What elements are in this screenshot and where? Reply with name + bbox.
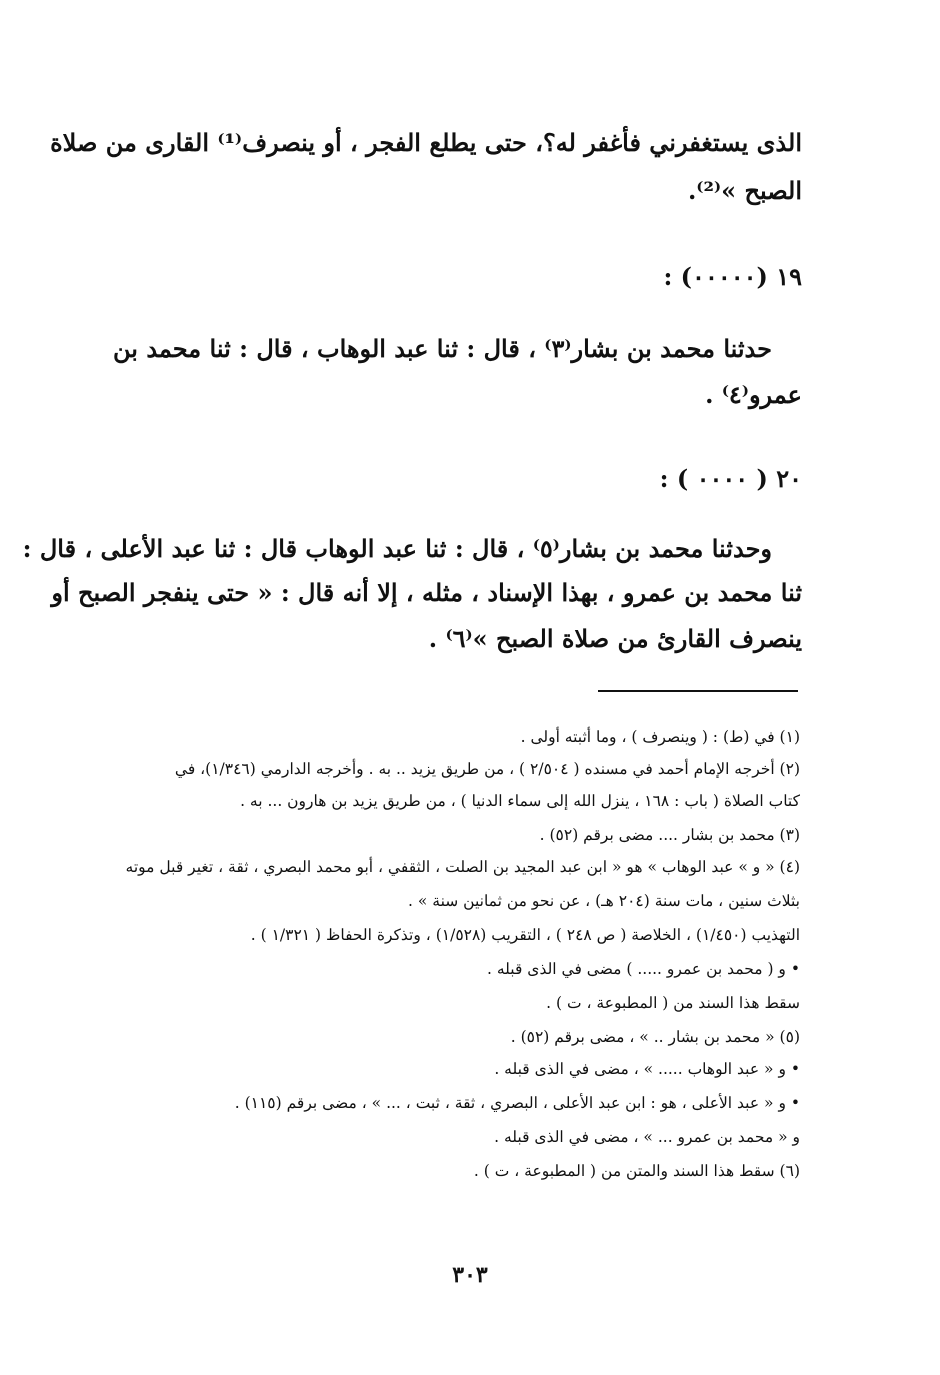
text-line-6: ثنا محمد بن عمرو ، بهذا الإسناد ، مثله ، إلا أنه قال : « حتى ينفجر الصبح أو [51, 578, 802, 607]
text-line-5: وحدثنا محمد بن بشار⁽٥⁾ ، قال : ثنا عبد الوهاب قال : ثنا عبد الأعلى ، قال : [22, 534, 772, 563]
footnote-line: (٣) محمد بن بشار .... مضى برقم (٥٢) . [539, 826, 800, 844]
footnote-line: (٤) « و » عبد الوهاب » هو « ابن عبد المجيد بن الصلت ، الثقفي ، أبو محمد البصري ، ثقة ، تغير قبل موته [125, 858, 800, 876]
footnote-line: (١) في (ط) : ( وينصرف ) ، وما أثبته أولى . [520, 728, 800, 746]
text-line-2: الصبح »⁽²⁾. [687, 176, 802, 205]
text-line-4: عمرو⁽٤⁾ . [705, 380, 802, 409]
footnote-line: و « محمد بن عمرو ... » ، مضى في الذى قبله . [494, 1128, 800, 1146]
footnote-line: (٦) سقط هذا السند والمتن من ( المطبوعة ، ت ) . [473, 1162, 800, 1180]
footnote-line: التهذيب (١/٤٥٠) ، الخلاصة ( ص ٢٤٨ ) ، التقريب (١/٥٢٨) ، وتذكرة الحفاظ ( ١/٣٢١ ) . [250, 926, 800, 944]
footnote-line: بثلاث سنين ، مات سنة (٢٠٤ هـ) ، عن نحو من ثمانين سنة » . [408, 892, 800, 910]
footnote-separator [598, 690, 798, 692]
footnote-line: كتاب الصلاة ( باب : ١٦٨ ، ينزل الله إلى سماء الدنيا ) ، من طريق يزيد بن هارون ... به . [240, 792, 800, 810]
footnote-line: • و « عبد الوهاب ..... » ، مضى في الذى قبله . [494, 1060, 800, 1078]
footnote-line: • و ( محمد بن عمرو ..... ) مضى في الذى قبله . [487, 960, 800, 978]
footnote-line: (٥) « محمد بن بشار .. » ، مضى برقم (٥٢) . [510, 1028, 800, 1046]
hadith-heading-19: ١٩ (٠٠٠٠٠) : [663, 262, 802, 291]
text-line-3: حدثنا محمد بن بشار⁽٣⁾ ، قال : ثنا عبد الوهاب ، قال : ثنا محمد بن [113, 334, 772, 363]
footnote-line: سقط هذا السند من ( المطبوعة ، ت ) . [546, 994, 800, 1012]
text-line-7: ينصرف القارئ من صلاة الصبح »⁽٦⁾ . [428, 624, 802, 653]
hadith-heading-20: ٢٠ ( ٠٠٠٠ ) : [659, 464, 802, 493]
page-number: ٣٠٣ [452, 1262, 488, 1288]
footnote-line: (٢) أخرجه الإمام أحمد في مسنده ( ٢/٥٠٤ ) ، من طريق يزيد .. به . وأخرجه الدارمي (١/٣٤٦)، في [174, 760, 800, 778]
text-line-1: الذى يستغفرني فأغفر له؟، حتى يطلع الفجر ، أو ينصرف⁽¹⁾ القارى من صلاة [50, 128, 802, 157]
footnote-line: • و « عبد الأعلى ، هو : ابن عبد الأعلى ، البصري ، ثقة ، ثبت ، ... » ، مضى برقم (١١٥) . [234, 1094, 800, 1112]
